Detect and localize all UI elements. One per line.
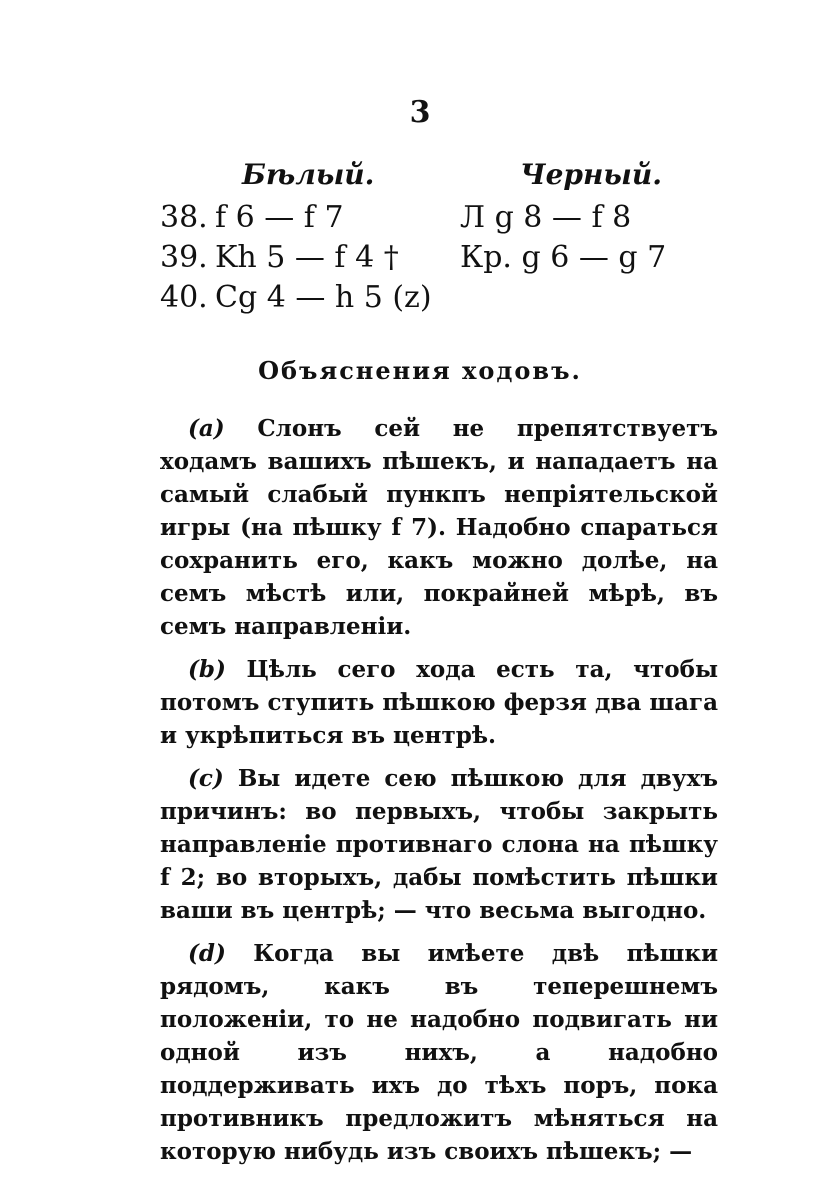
move-row [160,200,680,240]
note-mark: (a) [188,415,225,442]
notes-body [160,412,718,1178]
white-move: f 6 — f 7 [215,200,344,235]
move-number: 39. [160,240,208,275]
black-column-heading: Черный. [520,158,662,191]
section-title: Объяснения ходовъ. [258,356,582,385]
note-mark: (d) [188,940,226,967]
white-move: Cg 4 — h 5 (z) [215,280,432,315]
note-text: Цѣль сего хода есть та, чтобы потомъ ступить пѣшкою ферзя два шага и укрѣпиться въ центрѣ. [160,656,718,749]
black-move: Л g 8 — f 8 [460,200,632,235]
move-row [160,240,680,280]
move-row [160,280,680,320]
note-c [160,762,718,927]
white-column-heading: Бѣлый. [242,158,375,191]
note-mark: (c) [188,765,224,792]
note-text: Вы идете сею пѣшкою для двухъ причинъ: во первыхъ, чтобы закрыть направленіе противнаго слона на пѣшку f 2; во вторыхъ, дабы помѣстить пѣшки ваши въ центрѣ; — что весьма выгодно. [160,765,718,924]
black-move: Кр. g 6 — g 7 [460,240,667,275]
note-b [160,653,718,752]
note-d [160,937,718,1168]
page-number: 3 [409,95,431,130]
note-mark: (b) [188,656,226,683]
note-text: Когда вы имѣете двѣ пѣшки рядомъ, какъ въ теперешнемъ положеніи, то не надобно подвигать ни одной изъ нихъ, а надобно поддерживать ихъ до тѣхъ поръ, пока противникъ предложитъ мѣняться на которую нибудь изъ своихъ пѣшекъ; — [160,940,718,1165]
move-number: 40. [160,280,208,315]
move-number: 38. [160,200,208,235]
white-move: Kh 5 — f 4 † [215,240,399,275]
note-a [160,412,718,643]
note-text: Слонъ сей не препятствуетъ ходамъ вашихъ пѣшекъ, и нападаетъ на самый слабый пункпъ непріятельской игры (на пѣшку f 7). Надобно спараться сохранить его, какъ можно долѣе, на семъ мѣстѣ или, покрайней мѣрѣ, въ семъ направленіи. [160,415,718,640]
